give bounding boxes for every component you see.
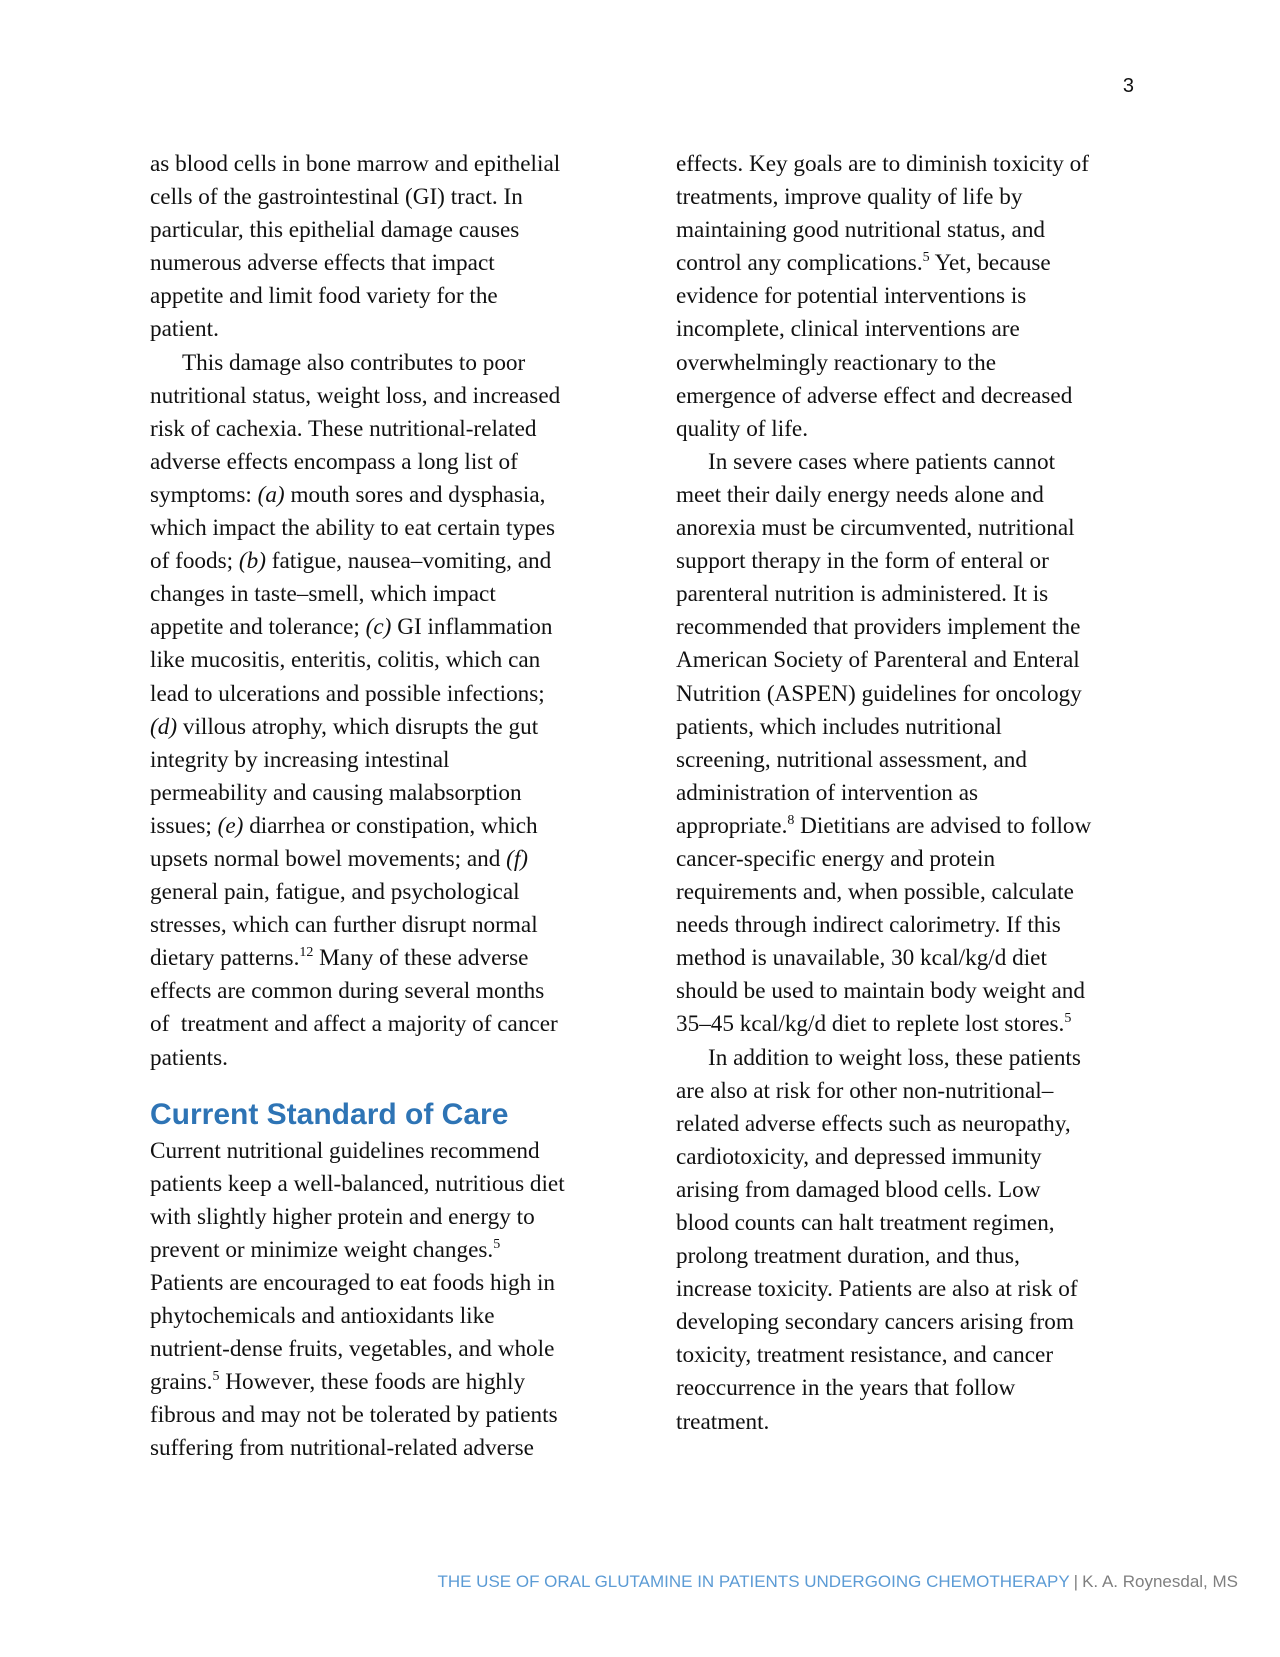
text-line: screening, nutritional assessment, and [676, 746, 1027, 773]
list-marker: (b) [238, 548, 266, 575]
text-line: nutritional status, weight loss, and increased [150, 382, 561, 409]
text-line: This damage also contributes to poor [182, 349, 526, 376]
text-line: effects. Key goals are to diminish toxicity of [676, 151, 1089, 177]
text-line: 35–45 kcal/kg/d diet to replete lost stores.$^5$ [676, 1011, 1072, 1038]
text-line: risk of cachexia. These nutritional-related [150, 415, 537, 442]
footer-author: K. A. Roynesdal, MS [1082, 1572, 1238, 1591]
footer-title: THE USE OF ORAL GLUTAMINE IN PATIENTS UNDERGOING CHEMOTHERAPY [437, 1572, 1070, 1591]
text-line: adverse effects encompass a long list of [150, 448, 518, 475]
text-line: suffering from nutritional-related adverse [150, 1435, 534, 1462]
text-line: Patients are encouraged to eat foods high in [150, 1270, 556, 1296]
text-line: nutrient-dense fruits, vegetables, and whole [150, 1336, 555, 1363]
text-line: method is unavailable, 30 kcal/kg/d diet [676, 945, 1047, 972]
list-marker: (c) [365, 614, 392, 641]
paragraph-symptoms [150, 347, 610, 1075]
text-line: requirements and, when possible, calculate [676, 879, 1074, 906]
citation-ref: 5 [922, 250, 930, 266]
paragraph-severe-cases [676, 446, 1136, 1042]
text-line: support therapy in the form of enteral or [676, 548, 1049, 575]
text-line: integrity by increasing intestinal [150, 746, 450, 773]
text-line: with slightly higher protein and energy to [150, 1203, 535, 1230]
citation-ref: 5 [493, 1236, 501, 1252]
text-line: appetite and tolerance; (c) GI inflammation [150, 614, 553, 641]
text-line: general pain, fatigue, and psychological [150, 879, 520, 906]
text-line: patients. [150, 1044, 228, 1071]
text-line: reoccurrence in the years that follow [676, 1375, 1016, 1402]
text-line: cancer-specific energy and protein [676, 845, 996, 872]
text-line: as blood cells in bone marrow and epithelial [150, 151, 561, 177]
text-line: numerous adverse effects that impact [150, 250, 495, 277]
text-line: upsets normal bowel movements; and (f) [150, 845, 529, 872]
page-number: 3 [1122, 75, 1134, 97]
text-line: fibrous and may not be tolerated by patients [150, 1402, 558, 1429]
text-line: patients keep a well-balanced, nutritious diet [150, 1170, 565, 1197]
left-column [150, 148, 610, 1466]
text-line: toxicity, treatment resistance, and cancer [676, 1342, 1054, 1369]
text-line: issues; (e) diarrhea or constipation, which [150, 812, 538, 839]
text-line: cells of the gastrointestinal (GI) tract. In [150, 184, 523, 211]
text-line: increase toxicity. Patients are also at risk of [676, 1276, 1078, 1303]
text-line: permeability and causing malabsorption [150, 779, 522, 806]
list-marker: (a) [257, 481, 285, 508]
text-line: particular, this epithelial damage causes [150, 217, 520, 244]
paragraph-standard-of-care [150, 1135, 610, 1466]
citation-ref: 5 [1064, 1011, 1072, 1027]
text-line: developing secondary cancers arising from [676, 1309, 1074, 1336]
text-line: should be used to maintain body weight and [676, 978, 1085, 1005]
text-line: changes in taste–smell, which impact [150, 581, 496, 608]
text-line: In severe cases where patients cannot [708, 448, 1056, 475]
text-line: phytochemicals and antioxidants like [150, 1303, 495, 1330]
running-footer [437, 1572, 1238, 1592]
text-line: of treatment and affect a majority of cancer [150, 1011, 558, 1038]
text-line: symptoms: (a) mouth sores and dysphasia, [150, 481, 546, 508]
paragraph-continuation [150, 148, 610, 347]
list-marker: (f) [506, 845, 529, 872]
paragraph-goals [676, 148, 1136, 446]
text-line: administration of intervention as [676, 779, 979, 806]
text-line: appropriate.$^8$ Dietitians are advised to follow [676, 812, 1092, 839]
text-line: incomplete, clinical interventions are [676, 316, 1020, 343]
list-marker: (e) [217, 812, 244, 839]
citation-ref: 8 [787, 812, 795, 828]
text-line: related adverse effects such as neuropathy, [676, 1110, 1071, 1137]
text-line: grains.$^5$ However, these foods are highly [150, 1369, 526, 1396]
text-line: appetite and limit food variety for the [150, 283, 498, 310]
text-line: meet their daily energy needs alone and [676, 481, 1044, 508]
section-heading: Current Standard of Care [150, 1097, 509, 1131]
text-line: treatment. [676, 1408, 770, 1435]
text-line: American Society of Parenteral and Enteral [676, 647, 1080, 674]
footer-separator: | [1073, 1572, 1079, 1591]
text-line: parenteral nutrition is administered. It is [676, 581, 1049, 608]
text-line: lead to ulcerations and possible infections; [150, 680, 545, 707]
text-line: patients, which includes nutritional [676, 713, 1002, 740]
text-line: blood counts can halt treatment regimen, [676, 1210, 1055, 1236]
text-line: are also at risk for other non-nutritional– [676, 1077, 1054, 1104]
text-line: effects are common during several months [150, 978, 545, 1005]
text-line: prolong treatment duration, and thus, [676, 1243, 1020, 1270]
text-line: like mucositis, enteritis, colitis, which can [150, 647, 541, 674]
text-line: of foods; (b) fatigue, nausea–vomiting, and [150, 548, 552, 575]
text-line: which impact the ability to eat certain types [150, 515, 556, 542]
text-line: stresses, which can further disrupt normal [150, 912, 538, 939]
text-line: prevent or minimize weight changes.$^5$ [150, 1236, 501, 1263]
text-line: arising from damaged blood cells. Low [676, 1176, 1041, 1203]
text-line: dietary patterns.$^{12}$ Many of these adverse [150, 945, 529, 972]
citation-ref: 5 [212, 1369, 220, 1385]
right-column [676, 148, 1136, 1439]
list-marker: (d) [150, 713, 178, 740]
text-line: evidence for potential interventions is [676, 283, 1027, 310]
text-line: cardiotoxicity, and depressed immunity [676, 1143, 1042, 1170]
text-line: overwhelmingly reactionary to the [676, 349, 997, 376]
text-line: maintaining good nutritional status, and [676, 217, 1046, 244]
text-line: quality of life. [676, 415, 809, 442]
text-line: Current nutritional guidelines recommend [150, 1137, 540, 1164]
citation-ref: 12 [299, 945, 314, 961]
text-line: control any complications.$^5$ Yet, because [676, 250, 1051, 277]
text-line: anorexia must be circumvented, nutritional [676, 515, 1075, 542]
text-line: emergence of adverse effect and decreased [676, 382, 1073, 409]
text-line: recommended that providers implement the [676, 614, 1081, 641]
paragraph-non-nutritional-risks [676, 1042, 1136, 1439]
text-line: Nutrition (ASPEN) guidelines for oncology [676, 680, 1082, 707]
text-line: patient. [150, 316, 219, 343]
text-line: needs through indirect calorimetry. If this [676, 912, 1061, 939]
text-line: In addition to weight loss, these patients [708, 1044, 1081, 1071]
text-line: (d) villous atrophy, which disrupts the gut [150, 713, 539, 740]
text-line: treatments, improve quality of life by [676, 184, 1023, 211]
